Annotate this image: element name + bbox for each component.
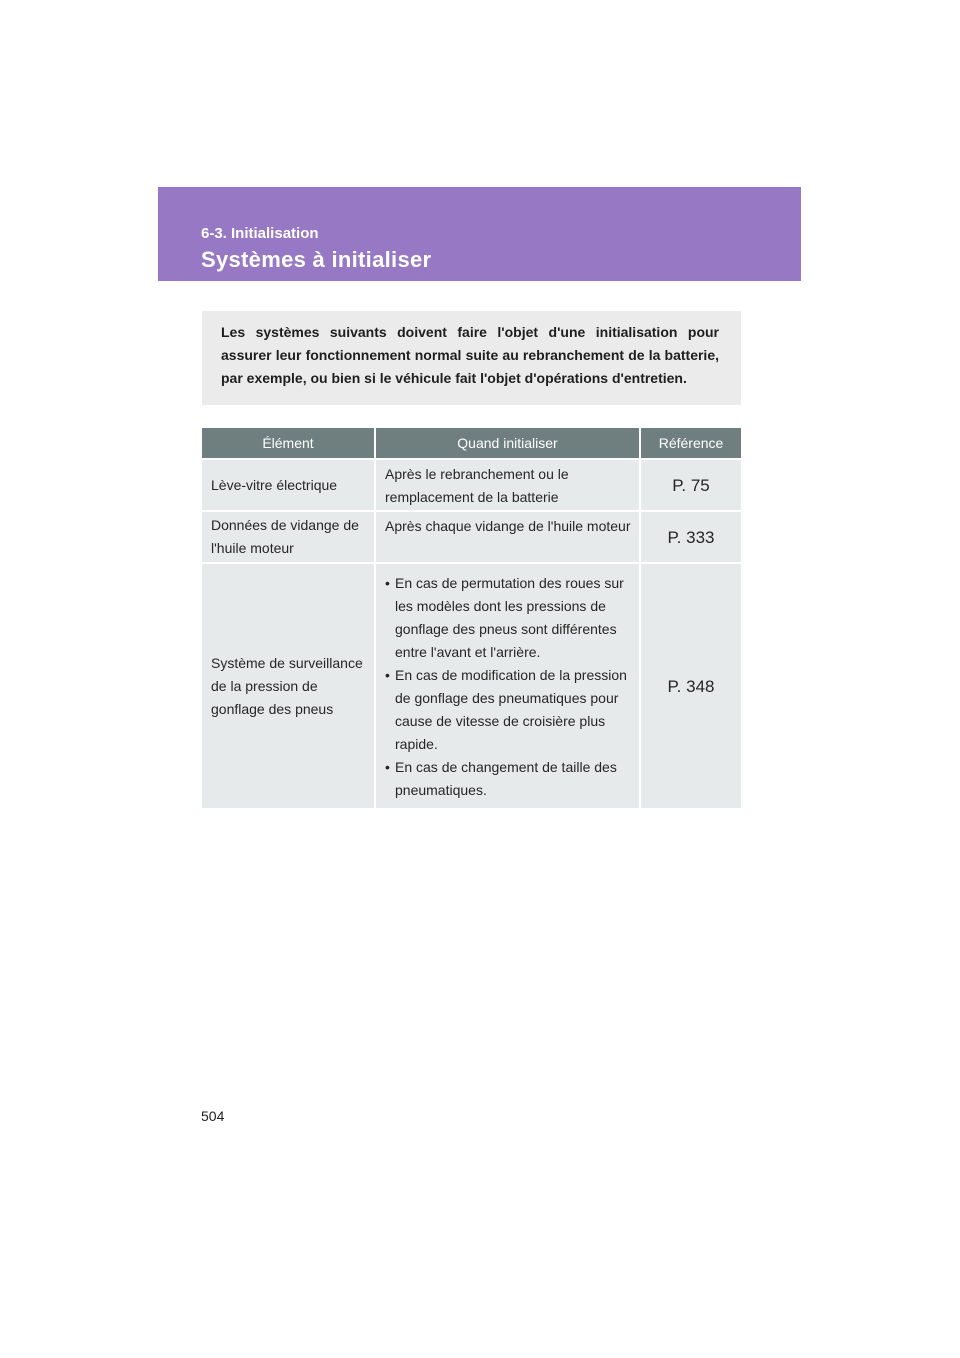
column-header-reference: Référence: [640, 428, 741, 459]
row-item: Système de surveillance de la pression de gonflage des pneus: [202, 563, 375, 808]
bullet-item: • En cas de permutation des roues sur les modèles dont les pressions de gonflage des pneus sont différentes entre l'avant et l'arrière.: [385, 572, 633, 664]
row-item: Données de vidange de l'huile moteur: [202, 511, 375, 563]
intro-box: [202, 311, 741, 405]
bullet-list: [385, 564, 633, 808]
column-header-item: Élément: [202, 428, 375, 459]
bullet-item: • En cas de modification de la pression de gonflage des pneumatiques pour cause de vitesse de croisière plus rapide.: [385, 664, 633, 756]
row-reference: P. 75: [640, 459, 741, 511]
column-header-when: Quand initialiser: [375, 428, 640, 459]
row-reference: P. 348: [640, 563, 741, 808]
row-when: Après le rebranchement ou le remplacement de la batterie: [375, 459, 640, 511]
initialization-table: [202, 428, 741, 808]
row-when: Après chaque vidange de l'huile moteur: [375, 511, 640, 563]
section-header: [158, 187, 801, 281]
bullet-item: • En cas de changement de taille des pneumatiques.: [385, 756, 633, 802]
table-row: [202, 459, 741, 511]
page-title: Systèmes à initialiser: [201, 247, 432, 272]
row-when: [375, 563, 640, 808]
section-label: 6-3. Initialisation: [201, 225, 319, 242]
row-item: Lève-vitre électrique: [202, 459, 375, 511]
page-number: 504: [201, 1108, 225, 1124]
table-row: [202, 511, 741, 563]
row-reference: P. 333: [640, 511, 741, 563]
table-row: [202, 563, 741, 808]
table-header-row: [202, 428, 741, 459]
intro-text: Les systèmes suivants doivent faire l'objet d'une initialisation pour assurer leur fonctionnement normal suite au rebranchement de la batterie, par exemple, ou bien si le véhicule fait l'objet d'opérations d'entretien.: [221, 324, 719, 386]
